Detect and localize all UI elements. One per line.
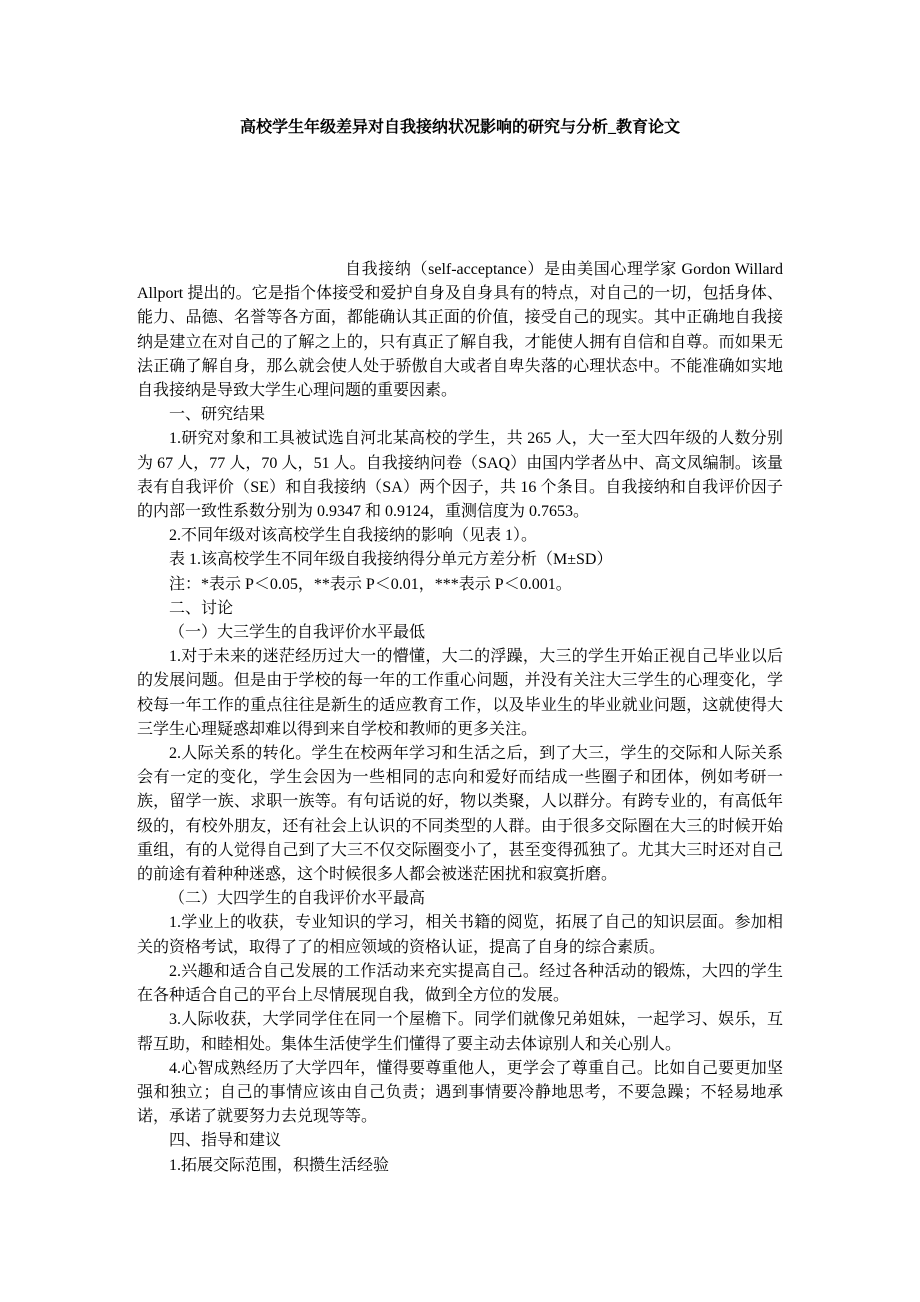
heading-guidance-suggestions: 四、指导和建议	[169, 1132, 282, 1150]
table-caption: 表 1.该高校学生不同年级自我接纳得分单元方差分析（M±SD）	[169, 551, 613, 569]
paragraph-subjects-and-tools: 1.研究对象和工具被试选自河北某高校的学生，共 265 人，大一至大四年级的人数分别为 67 人，77 人，70 人，51 人。自我接纳问卷（SAQ）由国内学者丛中、高文凤编制。该量表有自我评价（SE）和自我接纳（SA）两个因子，共 16 个条目。自我接纳和自我评价因子的内部一致性系数分别为 0.9347 和 0.9124，重测信度为 0.7653。	[137, 430, 783, 521]
paragraph-grade-influence: 2.不同年级对该高校学生自我接纳的影响（见表 1）。	[169, 527, 538, 545]
paragraph-senior-relationship-gains: 3.人际收获，大学同学住在同一个屋檐下。同学们就像兄弟姐妹，一起学习、娱乐，互帮互助，和睦相处。集体生活使学生们懂得了要主动去体谅别人和关心别人。	[137, 1011, 783, 1053]
paragraph-expand-social-circle: 1.拓展交际范围，积攒生活经验	[169, 1156, 390, 1174]
heading-senior-highest-self-evaluation: （二）大四学生的自我评价水平最高	[169, 890, 426, 908]
paragraph-senior-interest-activities: 2.兴趣和适合自己发展的工作活动来充实提高自己。经过各种活动的锻炼，大四的学生在各种适合自己的平台上尽情展现自我，做到全方位的发展。	[137, 962, 783, 1005]
document-body	[137, 258, 783, 1178]
document-title: 高校学生年级差异对自我接纳状况影响的研究与分析_教育论文	[239, 119, 680, 136]
heading-junior-lowest-self-evaluation: （一）大三学生的自我评价水平最低	[169, 624, 426, 642]
paragraph-junior-future-confusion: 1.对于未来的迷茫经历过大一的懵懂，大二的浮躁，大三的学生开始正视自己毕业以后的发展问题。但是由于学校的每一年的工作重心问题，并没有关注大三学生的心理变化，学校每一年工作的重点往往是新生的适应教育工作，以及毕业生的毕业就业问题，这就使得大三学生心理疑惑却难以得到来自学校和教师的更多关注。	[137, 648, 783, 738]
paragraph-junior-relationship-change: 2.人际关系的转化。学生在校两年学习和生活之后，到了大三，学生的交际和人际关系会有一定的变化，学生会因为一些相同的志向和爱好而结成一些圈子和团体，例如考研一族，留学一族、求职一族等。有句话说的好，物以类聚，人以群分。有跨专业的，有高低年级的，有校外朋友，还有社会上认识的不同类型的人群。由于很多交际圈在大三的时候开始重组，有的人觉得自己到了大三不仅交际圈变小了，甚至变得孤独了。尤其大三时还对自己的前途有着种种迷惑，这个时候很多人都会被迷茫困扰和寂寞折磨。	[137, 745, 783, 884]
table-note: 注：*表示 P＜0.05，**表示 P＜0.01，***表示 P＜0.001。	[169, 575, 572, 593]
paragraph-senior-academic-gains: 1.学业上的收获，专业知识的学习，相关书籍的阅览，拓展了自己的知识层面。参加相关的资格考试，取得了了的相应领域的资格认证，提高了自身的综合素质。	[137, 914, 783, 956]
paragraph-intro: 自我接纳（self-acceptance）是由美国心理学家 Gordon Willard Allport 提出的。它是指个体接受和爱护自身及自身具有的特点，对自己的一切，包括身体、能力、品德、名誉等各方面，都能确认其正面的价值，接受自己的现实。其中正确地自我接纳是建立在对自己的了解之上的，只有真正了解自我，才能使人拥有自信和自尊。而如果无法正确了解自身，那么就会使人处于骄傲自大或者自卑失落的心理状态中。不能准确如实地自我接纳是导致大学生心理问题的重要因素。	[137, 261, 783, 400]
heading-research-results: 一、研究结果	[169, 406, 266, 424]
heading-discussion: 二、讨论	[169, 599, 234, 617]
paragraph-senior-maturity: 4.心智成熟经历了大学四年，懂得要尊重他人，更学会了尊重自己。比如自己要更加坚强和独立；自己的事情应该由自己负责；遇到事情要冷静地思考，不要急躁；不轻易地承诺，承诺了就要努力去兑现等等。	[137, 1059, 783, 1126]
